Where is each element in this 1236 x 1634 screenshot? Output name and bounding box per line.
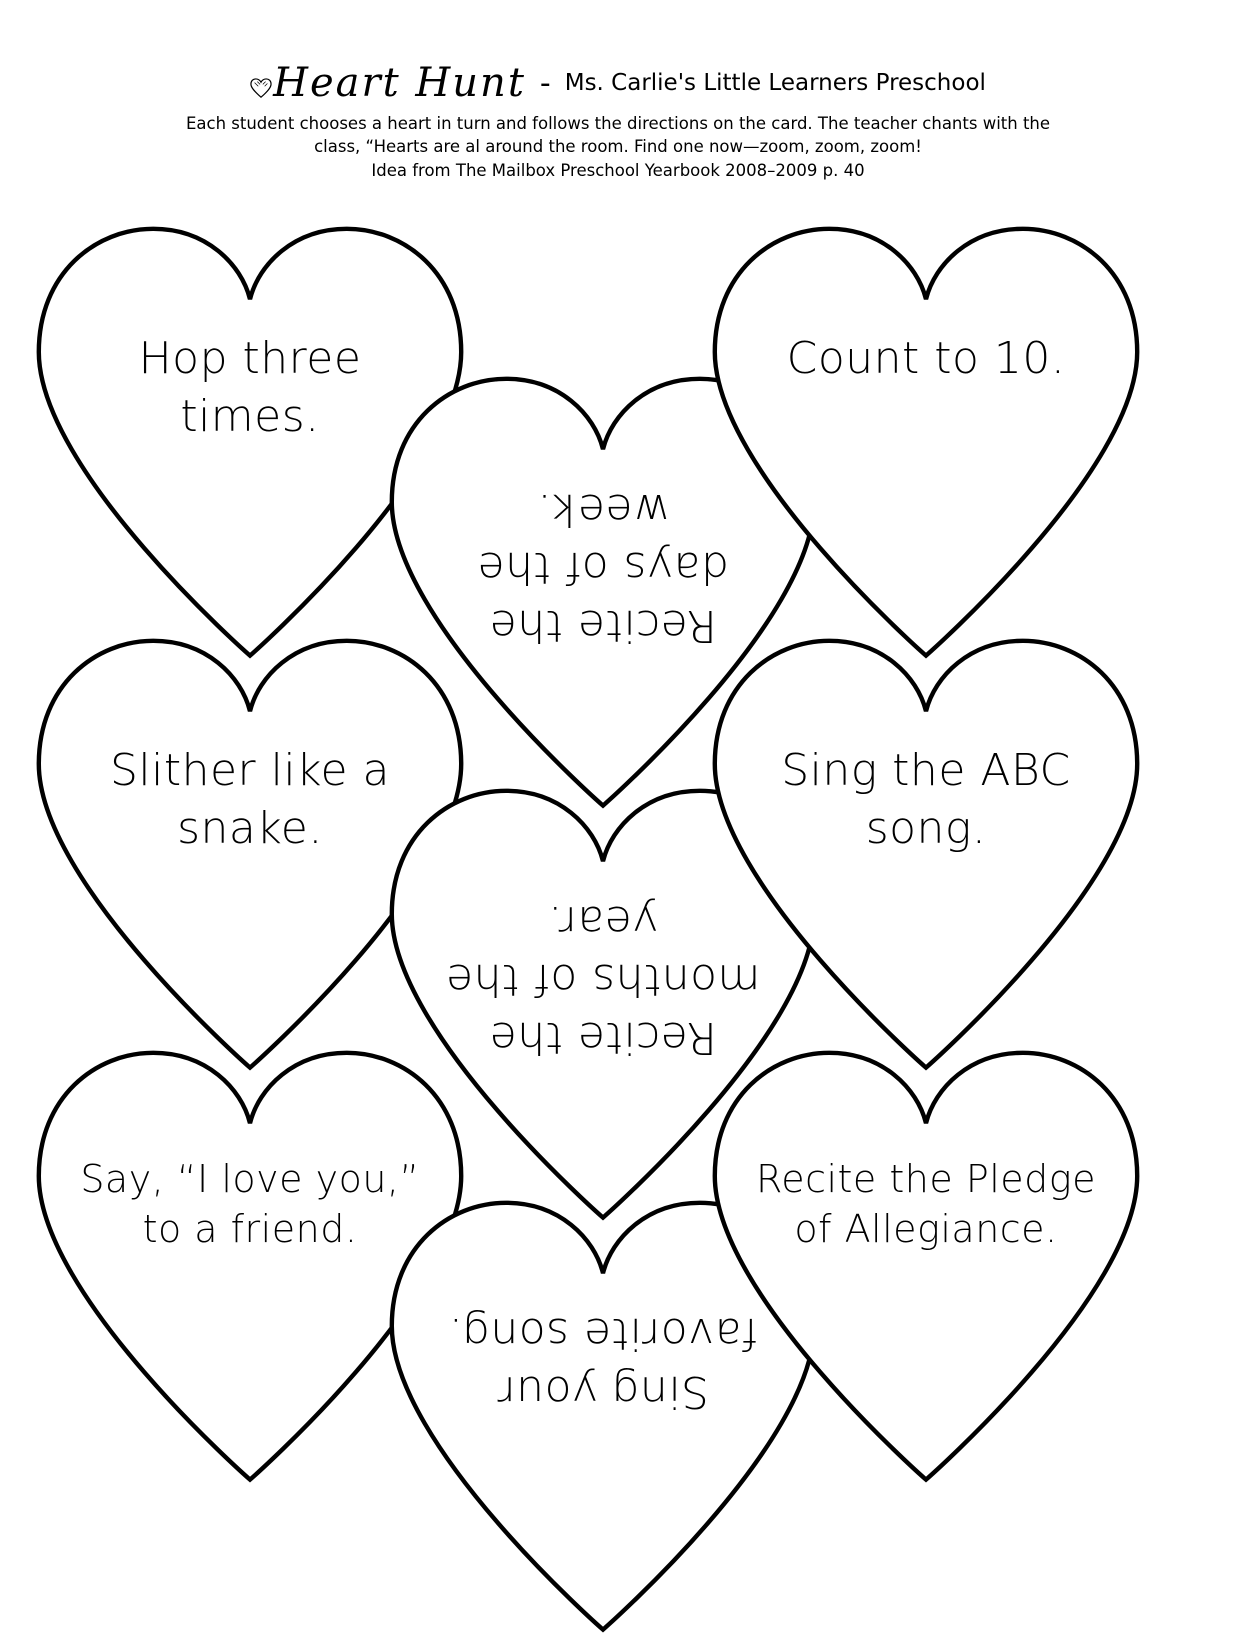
heart-card-text: Recite the days of the week.: [477, 484, 729, 652]
heart-outline-icon: [706, 1044, 1146, 1484]
heart-card-text: Recite the Pledge of Allegiance.: [756, 1157, 1096, 1252]
title-dash: -: [539, 65, 551, 101]
instructions-source: Idea from The Mailbox Preschool Yearbook 2008–2009 p. 40: [371, 160, 865, 180]
heart-card[interactable]: [706, 220, 1146, 660]
heart-card-text: Hop three times.: [138, 333, 362, 443]
instructions-line-2: class, “Hearts are al around the room. Find one now—zoom, zoom, zoom!: [314, 137, 922, 157]
heart-card[interactable]: [706, 632, 1146, 1072]
heart-card-text: Sing the ABC song.: [781, 745, 1071, 855]
heart-card-text: Count to 10.: [786, 333, 1066, 384]
heart-card-text: Recite the months of the year.: [445, 896, 761, 1064]
heart-outline-icon: [706, 220, 1146, 660]
worksheet-title-text: Heart Hunt: [273, 60, 526, 106]
school-name: Ms. Carlie's Little Learners Preschool: [564, 70, 986, 96]
instructions-line-1: Each student chooses a heart in turn and follows the directions on the card. The teacher chants with the: [185, 114, 1051, 133]
heart-card[interactable]: [706, 1044, 1146, 1484]
heart-card-text: Say, “I love you,” to a friend.: [80, 1157, 420, 1252]
heart-card-text: Sing your favorite song.: [448, 1308, 758, 1418]
heart-card-text: Slither like a snake.: [109, 745, 391, 855]
